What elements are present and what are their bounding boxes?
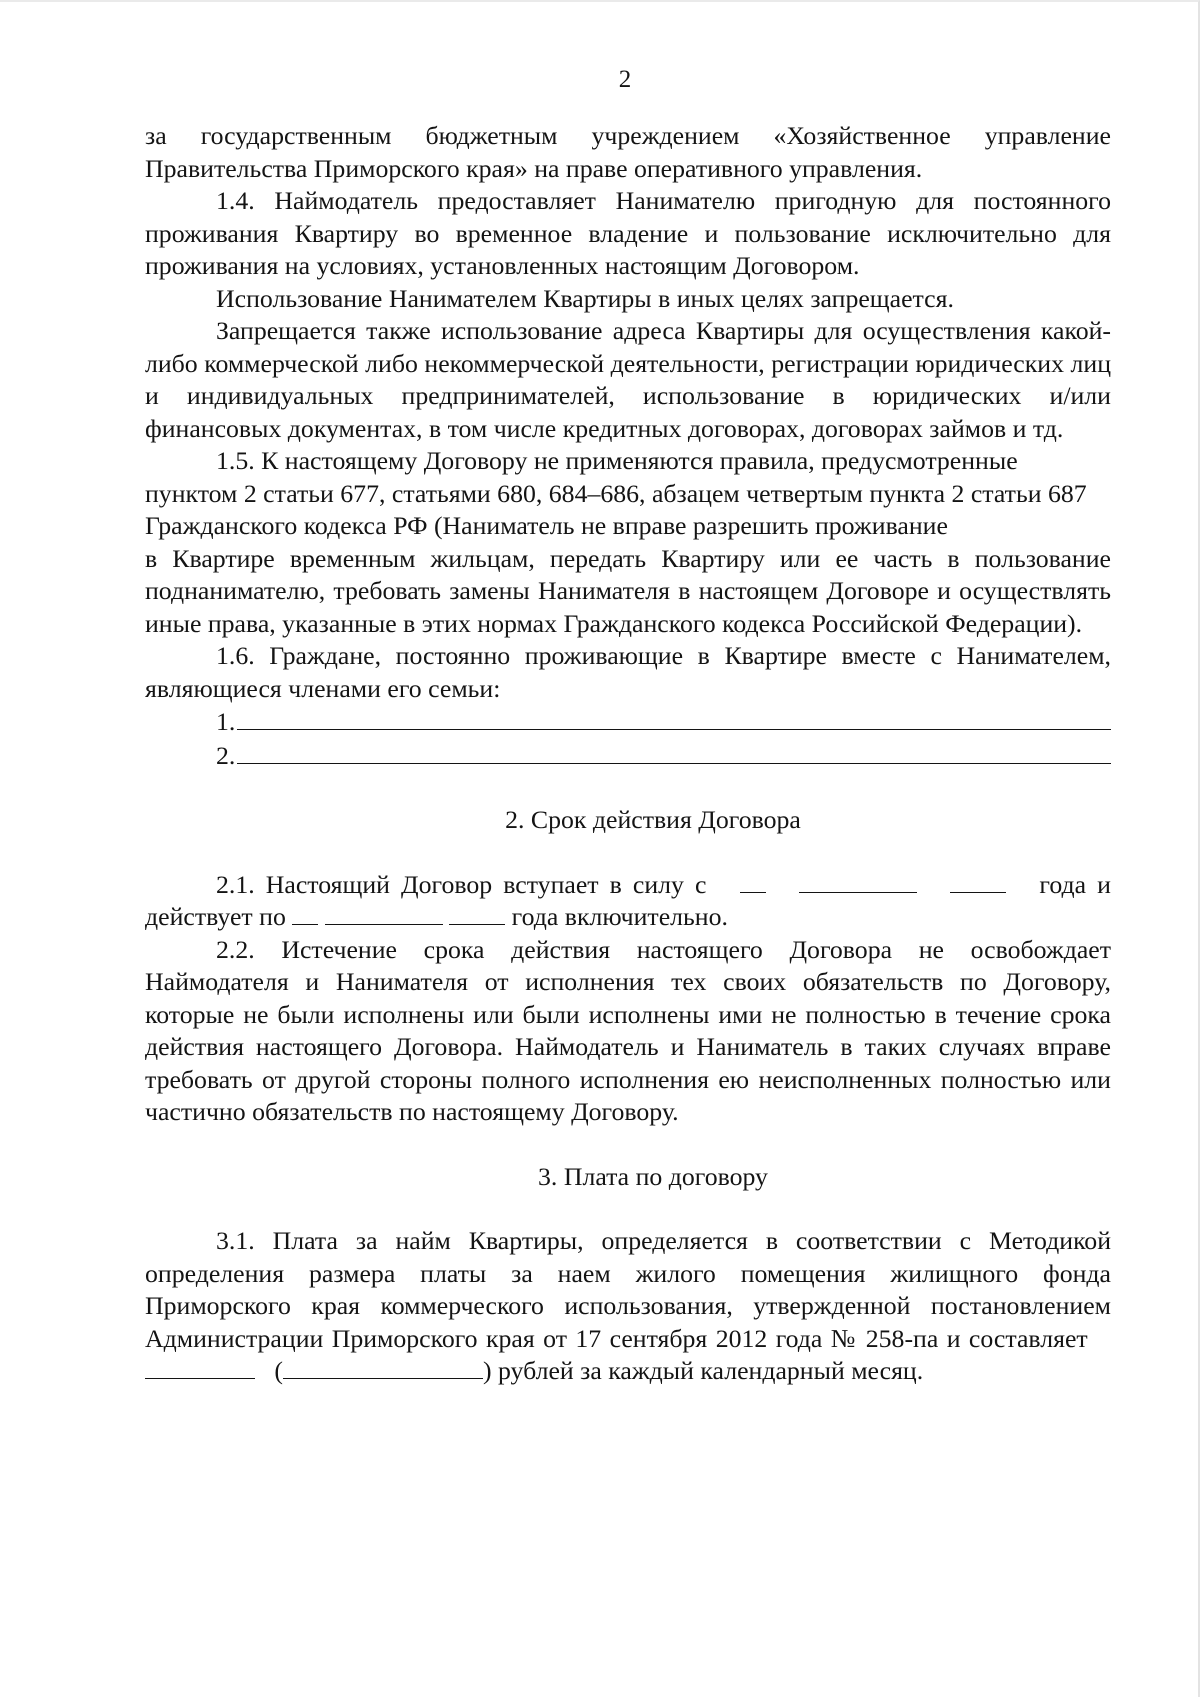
start-month-blank bbox=[799, 870, 917, 893]
section-heading-payment: 3. Плата по договору bbox=[538, 1161, 768, 1191]
family-member-line-2 bbox=[145, 739, 1111, 773]
paragraph-1-5: 1.5. К настоящему Договору не применяются правила, предусмотренные пунктом 2 статьи 677, статьями 680, 684–686, абзацем четвертым пункта 2 статьи 687 Гражданского кодекса РФ (Наниматель не вправе разрешить проживание bbox=[145, 446, 1087, 540]
paragraph-1-4-prohibition: Запрещается также использование адреса Квартиры для осуществления какой-либо коммерческой либо некоммерческой деятельности, регистрации юридических лиц и индивидуальных предпринимателей, использование в юридических и/или финансовых документах, в том числе кредитных договорах, договорах займов и тд. bbox=[145, 316, 1111, 443]
spacer bbox=[145, 772, 1111, 804]
payment-amount-blank bbox=[145, 1356, 255, 1379]
spacer bbox=[145, 1129, 1111, 1161]
spacer bbox=[145, 837, 1111, 869]
paragraph-2-1-end: года включительно. bbox=[511, 902, 728, 931]
family-member-blank-1 bbox=[237, 705, 1111, 730]
paragraph-2-1-valid-until: и действует по bbox=[145, 869, 1111, 931]
section-heading-term: 2. Срок действия Договора bbox=[505, 805, 801, 834]
family-member-number-2: 2. bbox=[216, 740, 236, 770]
paragraph-2-1 bbox=[145, 869, 1111, 934]
paragraph-3-1-end: ) рублей за каждый календарный месяц. bbox=[482, 1356, 924, 1385]
family-member-line-1 bbox=[145, 705, 1111, 739]
paragraph-3-1-open-paren: ( bbox=[274, 1356, 283, 1385]
end-month-blank bbox=[325, 902, 443, 925]
paragraph-2-1-start: 2.1. Настоящий Договор вступает в силу с bbox=[216, 869, 707, 899]
start-day-blank bbox=[740, 870, 766, 893]
paragraph-3-1 bbox=[145, 1225, 1111, 1388]
paragraph-2-2: 2.2. Истечение срока действия настоящего Договора не освобождает Наймодателя и Нанимателя от исполнения тех своих обязательств по Договору, которые не были исполнены или были исполнены ими не полностью в течение срока действия настоящего Договора. Наймодатель и Наниматель в таких случаях вправе требовать от другой стороны полного исполнения ею неисполненных полностью или частично обязательств по настоящему Договору. bbox=[145, 934, 1111, 1126]
paragraph-1-5-continued: в Квартире временным жильцам, передать Квартиру или ее часть в пользование поднанимателю, требовать замены Нанимателя в настоящем Договоре и осуществлять иные права, указанные в этих нормах Гражданского кодекса Российской Федерации). bbox=[145, 543, 1111, 638]
end-year-blank bbox=[449, 902, 505, 925]
paragraph-3-1-text: 3.1. Плата за найм Квартиры, определяется в соответствии с Методикой определения размера платы за наем жилого помещения жилищного фонда Приморского края коммерческого использования, утвержденной постановлением Администрации Приморского края от 17 сентября 2012 года № 258-па и составляет bbox=[145, 1226, 1111, 1353]
family-member-blank-2 bbox=[237, 739, 1111, 764]
paragraph-1-4: 1.4. Наймодатель предоставляет Нанимателю пригодную для постоянного проживания Квартиру во временное владение и пользование исключительно для проживания на условиях, установленных настоящим Договором. bbox=[145, 186, 1111, 280]
spacer bbox=[145, 1193, 1111, 1225]
page-number: 2 bbox=[618, 66, 632, 93]
payment-amount-words-blank bbox=[283, 1356, 483, 1379]
end-day-blank bbox=[292, 902, 318, 925]
paragraph-1-6: 1.6. Граждане, постоянно проживающие в Квартире вместе с Нанимателем, являющиеся членами его семьи: bbox=[145, 641, 1111, 703]
family-member-number-1: 1. bbox=[216, 707, 236, 736]
paragraph-2-1-year-word: года bbox=[1039, 869, 1087, 899]
paragraph-continuation: за государственным бюджетным учреждением «Хозяйственное управление Правительства Приморского края» на праве оперативного управления. bbox=[145, 121, 1111, 183]
document-body bbox=[145, 120, 1111, 1388]
start-year-blank bbox=[950, 870, 1006, 893]
paragraph-1-4-usage: Использование Нанимателем Квартиры в иных целях запрещается. bbox=[216, 283, 954, 313]
